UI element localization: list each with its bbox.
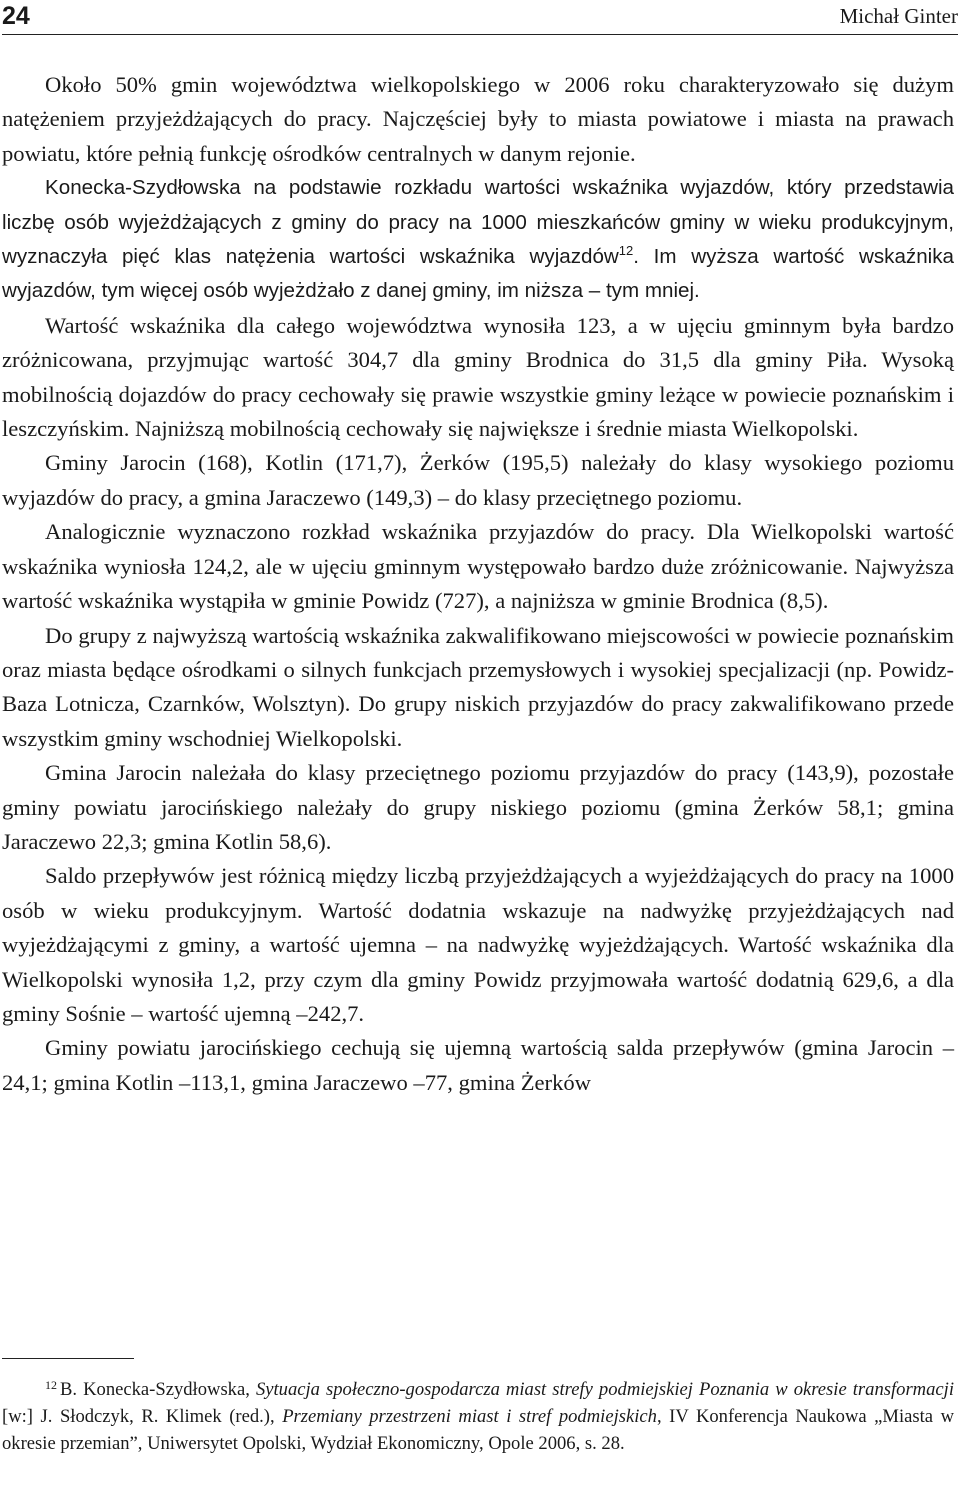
paragraph-6: Do grupy z najwyższą wartością wskaźnika zakwalifikowano miejscowości w powiecie poznańskim oraz miasta będące ośrodkami o silnych funkcjach przemysłowych i wysokiej specjalizacji (np. Powidz-Baza Lotnicza, Czarnków, Wolsztyn). Do grupy niskich przyjazdów do pracy zakwalifikowano przede wszystkim gminy wschodniej Wielkopolski. <box>2 622 954 751</box>
footnote-number: 12 <box>45 1378 57 1392</box>
running-author: Michał Ginter <box>839 4 958 28</box>
paragraph-4: Gminy Jarocin (168), Kotlin (171,7), Żerków (195,5) należały do klasy wysokiego poziomu wyjazdów do pracy, a gmina Jaraczewo (149,3) – do klasy przeciętnego poziomu. <box>2 450 954 510</box>
paragraph-5: Analogicznie wyznaczono rozkład wskaźnika przyjazdów do pracy. Dla Wielkopolski wartość wskaźnika wyniosła 124,2, ale w ujęciu gminnym występowało bardzo duże zróżnicowanie. Najwyższa wartość wskaźnika wystąpiła w gminie Powidz (727), a najniższa w gminie Brodnica (8,5). <box>2 519 954 614</box>
footnote <box>2 1377 954 1457</box>
paragraph-8: Saldo przepływów jest różnicą między liczbą przyjeżdżających a wyjeżdżających do pracy na 1000 osób w wieku produkcyjnym. Wartość dodatnia wskazuje na nadwyżkę przyjeżdżających nad wyjeżdżającymi z gminy, a wartość ujemna – na nadwyżkę wyjeżdżających. Wartość wskaźnika dla Wielkopolski wynosiła 1,2, przy czym dla gminy Powidz przyjmowała wartość dodatnią 629,6, a dla gminy Sośnie – wartość ujemną –242,7. <box>2 863 954 1026</box>
footnote-reference: 12 <box>618 243 634 259</box>
body-text <box>2 68 954 1100</box>
running-header <box>2 0 958 35</box>
footnote-book-title: Przemiany przestrzeni miast i stref podmiejskich <box>282 1405 657 1427</box>
paragraph-7: Gmina Jarocin należała do klasy przeciętnego poziomu przyjazdów do pracy (143,9), pozostałe gminy powiatu jarocińskiego należały do grupy niskiego poziomu (gmina Żerków 58,1; gmina Jaraczewo 22,3; gmina Kotlin 58,6). <box>2 760 954 854</box>
paragraph-1: Około 50% gmin województwa wielkopolskiego w 2006 roku charakteryzowało się dużym natężeniem przyjeżdżających do pracy. Najczęściej były to miasta powiatowe i miasta na prawach powiatu, które pełnią funkcję ośrodków centralnych w danym rejonie. <box>2 72 954 166</box>
footnote-title: Sytuacja społeczno-gospodarcza miast strefy podmiejskiej Poznania w okresie transformacji <box>255 1379 954 1400</box>
paragraph-3: Wartość wskaźnika dla całego województwa wynosiła 123, a w ujęciu gminnym była bardzo zróżnicowana, przyjmując wartość 304,7 dla gminy Brodnica do 31,5 dla gminy Piła. Wysoką mobilnością dojazdów do pracy cechowały się prawie wszystkie gminy leżące w powiecie poznańskim i leszczyńskim. Najniższą mobilnością cechowały się największe i średnie miasta Wielkopolski. <box>2 312 954 442</box>
footnote-separator <box>2 1358 134 1359</box>
footnote-details: , IV Konferencja Naukowa „Miasta w okresie przemian”, Uniwersytet Opolski, Wydział Ekonomiczny, Opole 2006, s. 28. <box>2 1405 954 1454</box>
footnote-author: B. Konecka-Szydłowska, <box>60 1379 256 1400</box>
page-number: 24 <box>2 2 30 30</box>
paragraph-2-text: Konecka-Szydłowska na podstawie rozkładu wartości wskaźnika wyjazdów, który przedstawia liczbę osób wyjeżdżających z gminy do pracy na 1000 mieszkańców gminy w wieku produkcyjnym, wyznaczyła pięć klas natężenia wartości wskaźnika wyjazdów <box>2 176 954 269</box>
footnote-editors: [w:] J. Słodczyk, R. Klimek (red.), <box>2 1405 283 1427</box>
paragraph-2 <box>2 171 954 309</box>
paragraph-9: Gminy powiatu jarocińskiego cechują się ujemną wartością salda przepływów (gmina Jarocin –24,1; gmina Kotlin –113,1, gmina Jaraczewo –77, gmina Żerków <box>2 1035 954 1095</box>
paragraph-2-text-continued: . Im wyższa wartość wskaźnika wyjazdów, tym więcej osób wyjeżdżało z danej gminy, im niższa – tym mniej. <box>2 245 954 303</box>
